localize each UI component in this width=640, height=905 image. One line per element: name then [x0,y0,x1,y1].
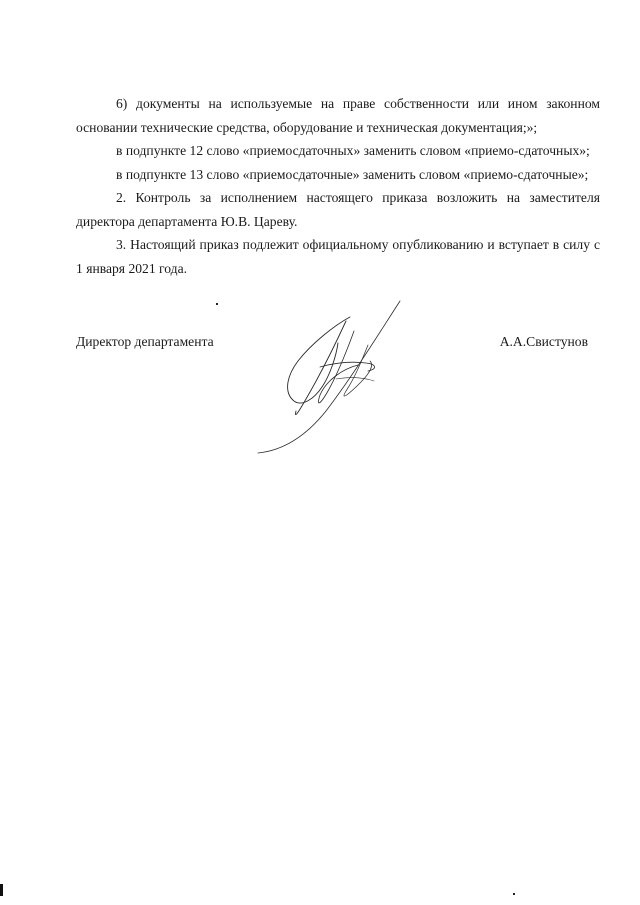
signature-stroke [295,321,346,415]
signatory-title: Директор департамента [76,334,214,349]
signature-stroke [258,301,400,453]
signature-stroke [288,317,350,403]
scan-speck [216,303,218,305]
paragraph-subitem-13: в подпункте 13 слово «приемосдаточные» заменить словом «приемо-сдаточные»; [116,166,589,182]
signature-stroke [320,362,375,371]
handwritten-signature [250,295,420,460]
paragraph-subitem-12: в подпункте 12 слово «приемосдаточных» заменить словом «приемо-сдаточных»; [116,143,590,158]
scan-edge-mark [0,884,3,896]
paragraph-publication: 3. Настоящий приказ подлежит официальному опубликованию и вступает в силу с 1 января 2021 года. [76,237,600,276]
paragraph-control: 2. Контроль за исполнением настоящего приказа возложить на заместителя директора департамента Ю.В. Цареву. [76,190,600,229]
signature-stroke [344,345,372,396]
scan-speck [513,893,515,895]
document-body [76,92,600,280]
signature-stroke [318,331,358,403]
signature-stroke [336,378,374,381]
paragraph-item-6: 6) документы на используемые на праве собственности или ином законном основании технические средства, оборудование и техническая документация;»; [76,96,600,135]
signatory-name: А.А.Свистунов [499,334,588,349]
